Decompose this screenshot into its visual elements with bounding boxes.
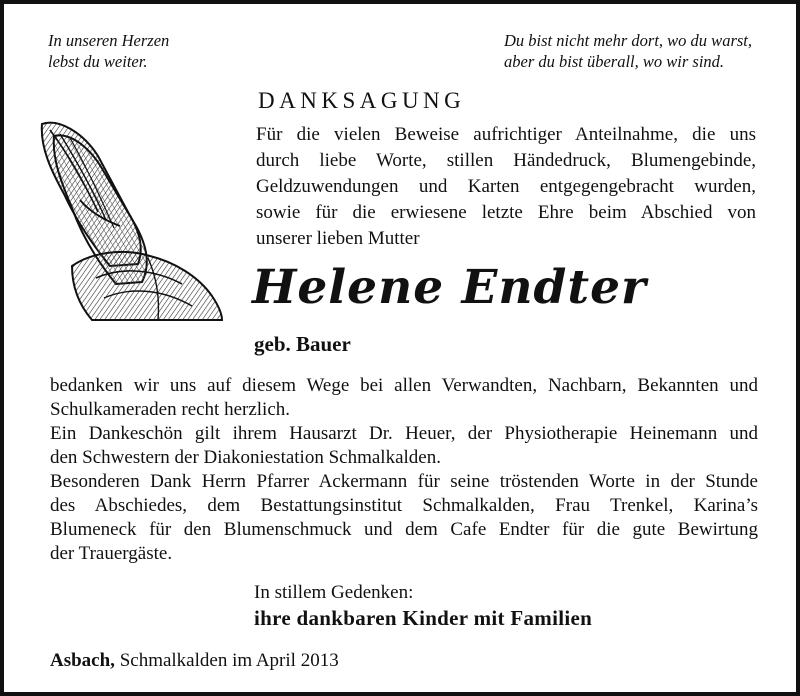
body-line: den Schwestern der Diakoniestation Schmalkalden. (50, 447, 441, 468)
body-line: Blumeneck für den Blumenschmuck und dem Cafe Endter für die gute Bewirtung (50, 519, 758, 540)
heading: DANKSAGUNG (258, 88, 466, 113)
body-text (50, 374, 758, 566)
body-line: Besonderen Dank Herrn Pfarrer Ackermann für seine tröstenden Worte in der Stunde (50, 471, 758, 492)
intro-text (256, 122, 756, 252)
intro-line: sowie für die erwiesene letzte Ehre beim Abschied von (256, 202, 756, 223)
quote-right (504, 30, 752, 72)
body-line: der Trauergäste. (50, 543, 173, 564)
body-line: des Abschiedes, dem Bestattungsinstitut Schmalkalden, Frau Trenkel, Karina’s (50, 495, 758, 516)
quote-right-line1: Du bist nicht mehr dort, wo du warst, (504, 31, 752, 50)
body-line: Ein Dankeschön gilt ihrem Hausarzt Dr. Heuer, der Physiotherapie Heinemann und (50, 423, 758, 444)
maiden-name: geb. Bauer (254, 332, 351, 356)
quote-left-line1: In unseren Herzen (48, 31, 170, 50)
signature: ihre dankbaren Kinder mit Familien (254, 606, 593, 630)
intro-line: Für die vielen Beweise aufrichtiger Anteilnahme, die uns (256, 124, 756, 145)
body-line: bedanken wir uns auf diesem Wege bei allen Verwandten, Nachbarn, Bekannten und (50, 375, 758, 396)
intro-line: unserer lieben Mutter (256, 228, 420, 249)
place-town: Asbach, (50, 650, 115, 671)
intro-line: durch liebe Worte, stillen Händedruck, Blumengebinde, (256, 150, 756, 171)
deceased-name: Helene Endter (252, 260, 647, 315)
quote-right-line2: aber du bist überall, wo wir sind. (504, 52, 725, 71)
closing-phrase: In stillem Gedenken: (254, 582, 414, 603)
body-line: Schulkameraden recht herzlich. (50, 399, 291, 420)
quote-left (48, 30, 169, 72)
place-date-text: Schmalkalden im April 2013 (119, 650, 339, 671)
praying-hands-icon (32, 116, 238, 322)
quote-left-line2: lebst du weiter. (48, 52, 148, 71)
place-date (50, 650, 339, 672)
intro-line: Geldzuwendungen und Karten entgegengebracht wurden, (256, 176, 756, 197)
